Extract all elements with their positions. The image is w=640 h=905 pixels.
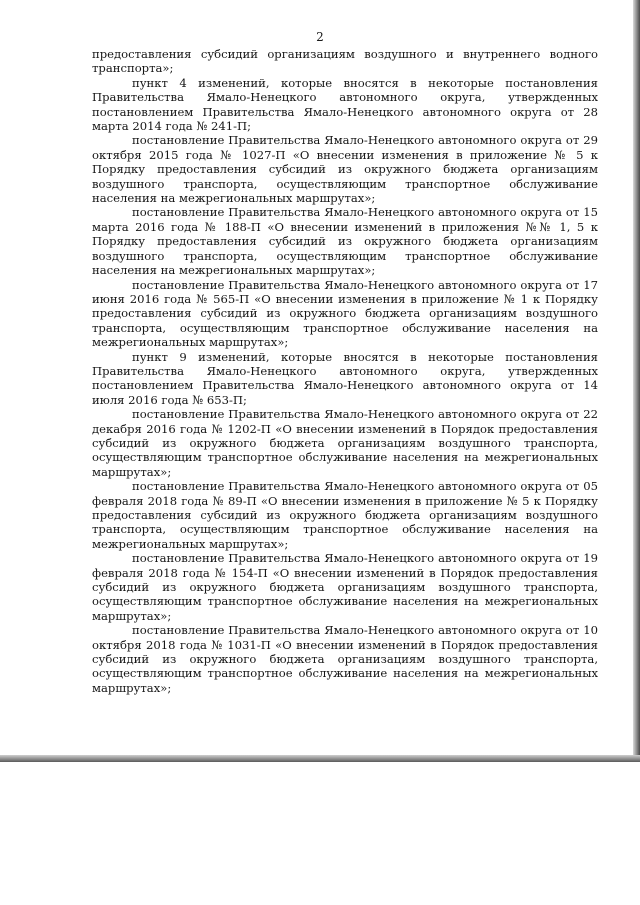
- document-body: [92, 47, 598, 695]
- scan-shadow-right: [633, 0, 640, 762]
- paragraph-item: постановление Правительства Ямало-Ненецкого автономного округа от 22 декабря 2016 года № 1202-П «О внесении изменений в Порядок предоставления субсидий из окружного бюджета организациям воздушного транспорта, осуществляющим транспортное обслуживание населения на межрегиональных маршрутах»;: [92, 407, 598, 479]
- page-number: 2: [316, 30, 324, 44]
- paragraph-item: постановление Правительства Ямало-Ненецкого автономного округа от 29 октября 2015 года № 1027-П «О внесении изменения в приложение № 5 к Порядку предоставления субсидий из окружного бюджета организациям воздушного транспорта, осуществляющим транспортное обслуживание населения на межрегиональных маршрутах»;: [92, 133, 598, 206]
- paragraph-item: постановление Правительства Ямало-Ненецкого автономного округа от 17 июня 2016 года № 565-П «О внесении изменения в приложение № 1 к Порядку предоставления субсидий из окружного бюджета организациям воздушного транспорта, осуществляющим транспортное обслуживание населения на межрегиональных маршрутах»;: [92, 277, 598, 350]
- paragraph-item: постановление Правительства Ямало-Ненецкого автономного округа от 10 октября 2018 года № 1031-П «О внесении изменений в Порядок предоставления субсидий из окружного бюджета организациям воздушного транспорта, осуществляющим транспортное обслуживание населения на межрегиональных маршрутах»;: [92, 623, 598, 695]
- paragraph-continuation: предоставления субсидий организациям воздушного и внутреннего водного транспорта»;: [92, 47, 598, 76]
- paragraph-item: пункт 9 изменений, которые вносятся в некоторые постановления Правительства Ямало-Ненецкого автономного округа, утвержденных постановлением Правительства Ямало-Ненецкого автономного округа от 14 июля 2016 года № 653-П;: [92, 349, 598, 407]
- paragraph-item: постановление Правительства Ямало-Ненецкого автономного округа от 05 февраля 2018 года № 89-П «О внесении изменения в приложение № 5 к Порядку предоставления субсидий из окружного бюджета организациям воздушного транспорта, осуществляющим транспортное обслуживание населения на межрегиональных маршрутах»;: [92, 479, 598, 551]
- paragraph-item: постановление Правительства Ямало-Ненецкого автономного округа от 19 февраля 2018 года № 154-П «О внесении изменений в Порядок предоставления субсидий из окружного бюджета организациям воздушного транспорта, осуществляющим транспортное обслуживание населения на межрегиональных маршрутах»;: [92, 551, 598, 623]
- paragraph-item: постановление Правительства Ямало-Ненецкого автономного округа от 15 марта 2016 года № 188-П «О внесении изменений в приложения №№ 1, 5 к Порядку предоставления субсидий из окружного бюджета организациям воздушного транспорта, осуществляющим транспортное обслуживание населения на межрегиональных маршрутах»;: [92, 205, 598, 278]
- scan-shadow-bottom: [0, 755, 640, 762]
- paragraph-item: пункт 4 изменений, которые вносятся в некоторые постановления Правительства Ямало-Ненецкого автономного округа, утвержденных постановлением Правительства Ямало-Ненецкого автономного округа от 28 марта 2014 года № 241-П;: [92, 75, 598, 134]
